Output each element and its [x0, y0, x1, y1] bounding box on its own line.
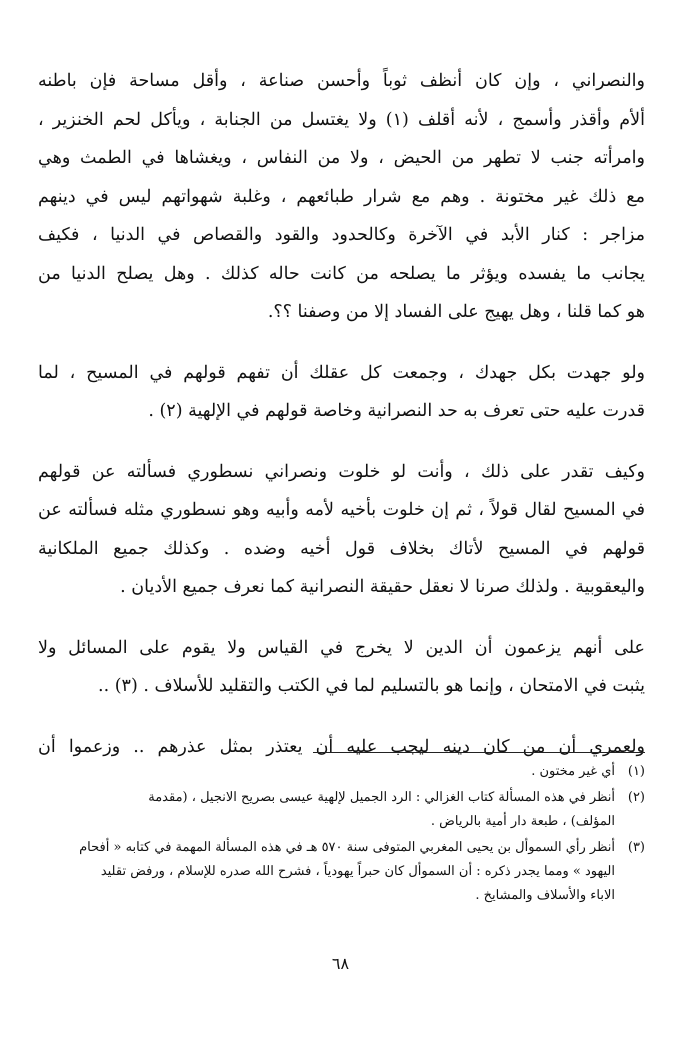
- main-text: [38, 62, 645, 788]
- footnote-number: (٣): [627, 840, 645, 855]
- text-line: واليعقوبية . ولذلك صرنا لا نعقل حقيقة النصرانية كما نعرف جميع الأديان .: [120, 577, 645, 597]
- footnote-2: [38, 786, 645, 834]
- text-line: على أنهم يزعمون أن الدين لا يخرج في القياس ولا يقوم على المسائل ولا: [38, 637, 645, 658]
- footnote-3: [38, 836, 645, 908]
- footnote-text: [38, 786, 615, 834]
- text-line: هو كما قلنا ، وهل يهيج على الفساد إلا من وصفنا ؟؟.: [267, 302, 645, 322]
- paragraph-1: [38, 62, 645, 332]
- text-line: مزاجر : كنار الأبد في الآخرة وكالحدود والقود والقصاص في الدنيا ، فكيف: [38, 225, 645, 245]
- text-line: وكيف تقدر على ذلك ، وأنت لو خلوت ونصراني نسطوري فسألته عن قولهم: [38, 461, 645, 482]
- text-line: ولعمري أن من كان دينه ليجب عليه أن يعتذر بمثل عذرهم .. وزعموا أن: [38, 736, 645, 757]
- footnote-number: (١): [627, 764, 645, 779]
- footnote-1: [38, 760, 645, 784]
- footnote-line: الاباء والأسلاف والمشايخ .: [475, 888, 615, 903]
- text-line: في المسيح لقال قولاً ، ثم إن خلوت بأخيه لأمه وأبيه وهو نسطوري مثله فسألته عن: [38, 500, 645, 520]
- text-line: قدرت عليه حتى تعرف به حد النصرانية وخاصة قولهم في الإلهية (٢) .: [148, 401, 645, 421]
- footnote-text: [38, 760, 615, 784]
- footnote-text: [38, 836, 615, 908]
- text-line: يجانب ما يفسده ويؤثر ما يصلحه من كانت حاله كذلك . وهل يصلح الدنيا من: [38, 263, 645, 284]
- page-number: ٦٨: [331, 954, 350, 973]
- footnote-line: أنظر في هذه المسألة كتاب الغزالي : الرد الجميل لإلهية عيسى بصريح الانجيل ، (مقدمة: [148, 790, 615, 805]
- footnote-number: (٢): [627, 790, 645, 805]
- footnote-line: أي غير مختون .: [531, 764, 615, 779]
- text-line: ألأم وأقذر وأسمج ، لأنه أقلف (١) ولا يغتسل من الجنابة ، ويأكل لحم الخنزير ،: [38, 109, 645, 130]
- footnote-line: أنظر رأي السموأل بن يحيى المغربي المتوفى سنة ٥٧٠ هـ في هذه المسألة المهمة في كتابه « أفحام: [79, 840, 615, 855]
- footnote-separator: [313, 752, 645, 753]
- text-line: قولهم في المسيح لأتاك بخلاف قول أخيه وضده . وكذلك جميع الملكانية: [38, 538, 645, 559]
- text-line: والنصراني ، وإن كان أنظف ثوباً وأحسن صناعة ، وأقل مساحة فإن باطنه: [38, 71, 645, 91]
- text-line: وامرأته جنب لا تطهر من الحيض ، ولا من النفاس ، ويغشاها في الطمث وهي: [38, 148, 645, 168]
- text-line: يثبت في الامتحان ، وإنما هو بالتسليم لما في الكتب والتقليد للأسلاف . (٣) ..: [98, 676, 645, 696]
- paragraph-4: [38, 629, 645, 706]
- paragraph-3: [38, 453, 645, 607]
- footnote-line: المؤلف) ، طبعة دار أمية بالرياض .: [430, 814, 615, 829]
- text-line: مع ذلك غير مختونة . وهم مع شرار طبائعهم ، وغلبة شهواتهم ليس في دينهم: [38, 186, 645, 207]
- text-line: ولو جهدت بكل جهدك ، وجمعت كل عقلك أن تفهم قولهم في المسيح ، لما: [38, 362, 645, 383]
- footnote-line: اليهود » ومما يجدر ذكره : أن السموأل كان حبراً يهودياً ، فشرح الله صدره للإسلام ، ورفض تقليد: [100, 864, 615, 879]
- paragraph-2: [38, 354, 645, 431]
- footnotes: [38, 760, 645, 910]
